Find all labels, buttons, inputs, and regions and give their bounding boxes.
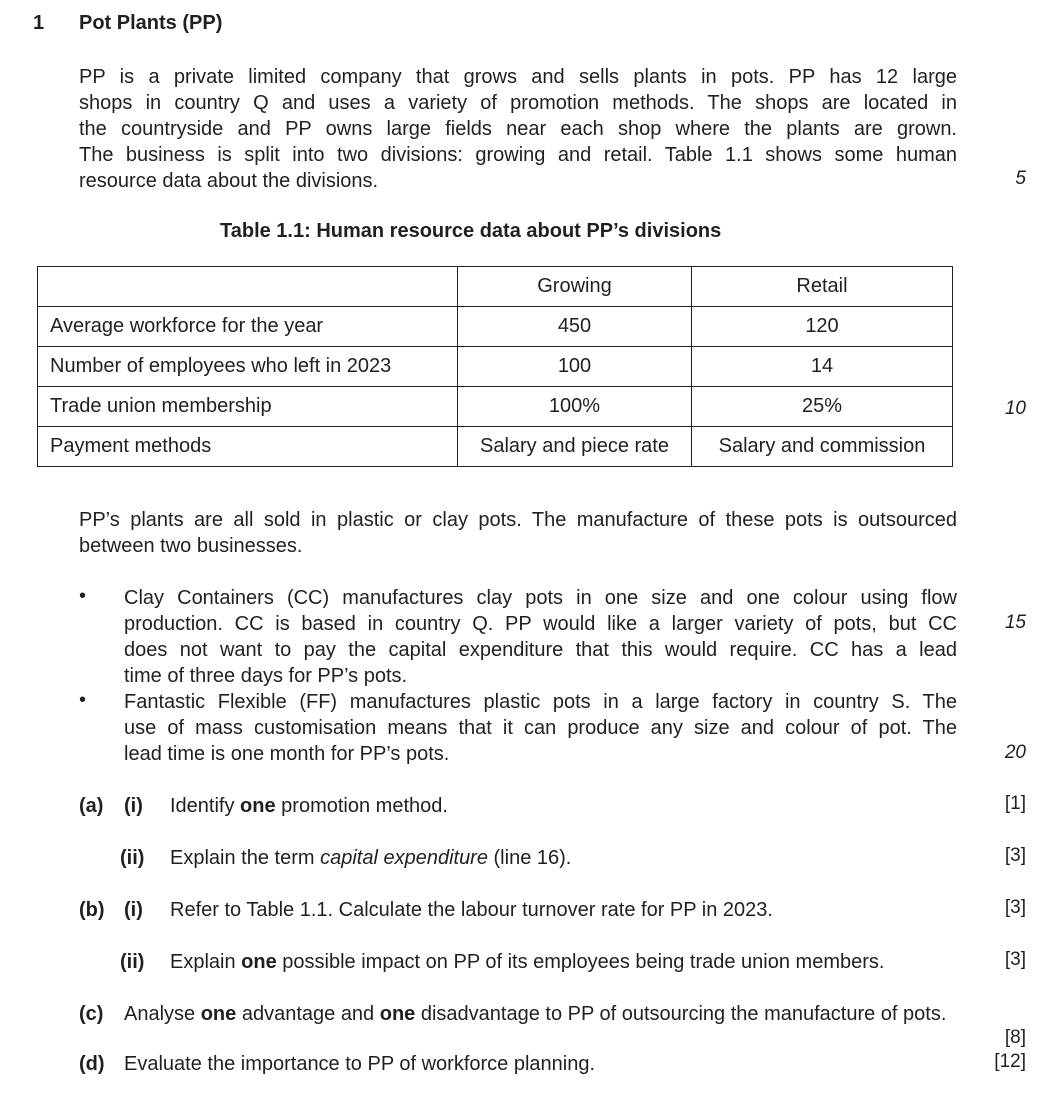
part-b-i-text: Refer to Table 1.1. Calculate the labour turnover rate for PP in 2023. (170, 899, 773, 921)
bullet-line: time of three days for PP’s pots. (124, 665, 408, 687)
intro-line: PP is a private limited company that grows and sells plants in pots. PP has 12 large (79, 66, 957, 88)
part-a-i-text: Identify one promotion method. (170, 795, 448, 817)
bullet-line: use of mass customisation means that it can produce any size and colour of pot. The (124, 717, 957, 739)
part-b-ii-label: (ii) (120, 951, 145, 973)
row-label: Average workforce for the year (38, 307, 458, 347)
part-d-mark: [12] (994, 1051, 1026, 1072)
part-c-mark: [8] (1004, 1027, 1026, 1048)
table-row (38, 307, 953, 347)
bullet-line: Clay Containers (CC) manufactures clay pots in one size and one colour using flow (124, 587, 957, 609)
retail-value: Salary and commission (692, 427, 953, 467)
part-d-text: Evaluate the importance to PP of workforce planning. (124, 1053, 596, 1075)
line-number-15: 15 (1004, 612, 1026, 633)
bullet-symbol: • (79, 585, 87, 607)
part-a-i-mark: [1] (1004, 793, 1026, 814)
part-c-label: (c) (79, 1003, 104, 1025)
growing-value: 450 (458, 307, 692, 347)
bullet-line: Fantastic Flexible (FF) manufactures plastic pots in a large factory in country S. The (124, 691, 957, 713)
part-a-label: (a) (79, 795, 104, 817)
growing-value: 100% (458, 387, 692, 427)
part-a-ii-mark: [3] (1004, 845, 1026, 866)
part-a-ii-text: Explain the term capital expenditure (line 16). (170, 847, 572, 869)
table-header-empty (38, 267, 458, 307)
bullet-line: lead time is one month for PP’s pots. (124, 743, 450, 765)
table-header-growing: Growing (458, 267, 692, 307)
intro-paragraph (79, 64, 957, 194)
growing-value: 100 (458, 347, 692, 387)
table-row (38, 427, 953, 467)
bullet-line: does not want to pay the capital expenditure that this would require. CC has a lead (124, 639, 957, 661)
bullet-symbol: • (79, 689, 87, 711)
row-label: Payment methods (38, 427, 458, 467)
part-d-label: (d) (79, 1053, 105, 1075)
outsourcing-paragraph (79, 507, 957, 559)
table-row (38, 347, 953, 387)
part-a-ii-label: (ii) (120, 847, 145, 869)
table-caption: Table 1.1: Human resource data about PP’s divisions (220, 220, 722, 242)
bullet-line: production. CC is based in country Q. PP would like a larger variety of pots, but CC (124, 613, 957, 635)
line-number-5: 5 (1015, 168, 1026, 189)
part-b-i-mark: [3] (1004, 897, 1026, 918)
part-c-text: Analyse one advantage and one disadvantage to PP of outsourcing the manufacture of pots. (124, 1003, 947, 1025)
bullet-clay-containers (124, 585, 957, 689)
bullet-fantastic-flexible (124, 689, 957, 767)
part-a-i-label: (i) (124, 795, 143, 817)
part-b-ii-mark: [3] (1004, 949, 1026, 970)
row-label: Trade union membership (38, 387, 458, 427)
retail-value: 120 (692, 307, 953, 347)
part-b-label: (b) (79, 899, 105, 921)
line-number-20: 20 (1004, 742, 1026, 763)
table-header-retail: Retail (692, 267, 953, 307)
part-b-ii-text: Explain one possible impact on PP of its employees being trade union members. (170, 951, 885, 973)
growing-value: Salary and piece rate (458, 427, 692, 467)
para2-line: between two businesses. (79, 535, 303, 557)
intro-line: shops in country Q and uses a variety of promotion methods. The shops are located in (79, 92, 957, 114)
table-header-row (38, 267, 953, 307)
part-b-i-label: (i) (124, 899, 143, 921)
intro-line: The business is split into two divisions: growing and retail. Table 1.1 shows some human (79, 144, 957, 166)
retail-value: 25% (692, 387, 953, 427)
hr-data-table (37, 266, 953, 467)
question-number: 1 (33, 12, 45, 34)
table-row (38, 387, 953, 427)
line-number-10: 10 (1004, 398, 1026, 419)
intro-line: the countryside and PP owns large fields near each shop where the plants are grown. (79, 118, 957, 140)
row-label: Number of employees who left in 2023 (38, 347, 458, 387)
question-title: Pot Plants (PP) (79, 12, 223, 34)
intro-line: resource data about the divisions. (79, 170, 379, 192)
retail-value: 14 (692, 347, 953, 387)
para2-line: PP’s plants are all sold in plastic or clay pots. The manufacture of these pots is outsourced (79, 509, 957, 531)
